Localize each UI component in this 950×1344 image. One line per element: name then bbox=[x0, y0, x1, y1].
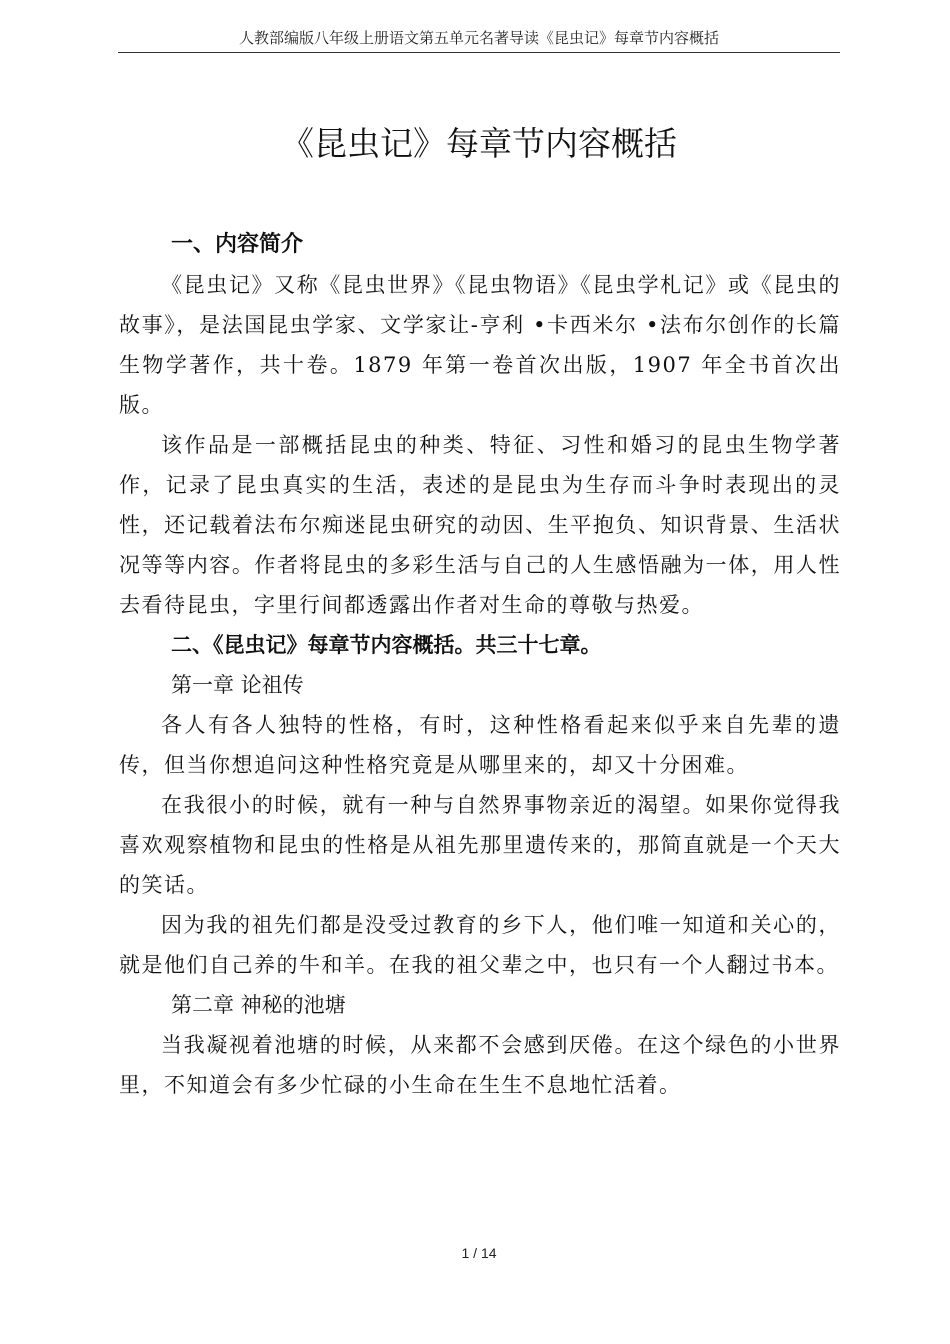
paragraph: 在我很小的时候，就有一种与自然界事物亲近的渴望。如果你觉得我喜欢观察植物和昆虫的性格是从祖先那里遗传来的，那简直就是一个天大的笑话。 bbox=[119, 793, 841, 897]
chapter-heading: 第一章 论祖传 bbox=[171, 673, 304, 697]
document-title: 《昆虫记》每章节内容概括 bbox=[281, 124, 677, 163]
header-divider bbox=[118, 52, 840, 53]
document-body bbox=[119, 225, 841, 1105]
paragraph: 因为我的祖先们都是没受过教育的乡下人，他们唯一知道和关心的，就是他们自己养的牛和羊。在我的祖父辈之中，也只有一个人翻过书本。 bbox=[119, 913, 841, 977]
paragraph: 当我凝视着池塘的时候，从来都不会感到厌倦。在这个绿色的小世界里，不知道会有多少忙碌的小生命在生生不息地忙活着。 bbox=[119, 1033, 841, 1097]
section-heading-chapters: 二、《昆虫记》每章节内容概括。共三十七章。 bbox=[171, 633, 602, 657]
section-heading-intro: 一、内容简介 bbox=[171, 232, 304, 257]
chapter-heading: 第二章 神秘的池塘 bbox=[171, 993, 346, 1017]
page-number: 1 / 14 bbox=[461, 1245, 497, 1261]
paragraph: 《昆虫记》又称《昆虫世界》《昆虫物语》《昆虫学札记》或《昆虫的故事》，是法国昆虫学家、文学家让-亨利 •卡西米尔 •法布尔创作的长篇生物学著作，共十卷。1879 年第一卷首次出版，1907 年全书首次出版。 bbox=[119, 273, 841, 417]
paragraph: 该作品是一部概括昆虫的种类、特征、习性和婚习的昆虫生物学著作，记录了昆虫真实的生活，表述的是昆虫为生存而斗争时表现出的灵性，还记载着法布尔痴迷昆虫研究的动因、生平抱负、知识背景、生活状况等等内容。作者将昆虫的多彩生活与自己的人生感悟融为一体，用人性去看待昆虫，字里行间都透露出作者对生命的尊敬与热爱。 bbox=[119, 433, 841, 617]
paragraph: 各人有各人独特的性格，有时，这种性格看起来似乎来自先辈的遗传，但当你想追问这种性格究竟是从哪里来的，却又十分困难。 bbox=[119, 713, 841, 777]
running-header: 人教部编版八年级上册语文第五单元名著导读《昆虫记》每章节内容概括 bbox=[238, 29, 719, 47]
